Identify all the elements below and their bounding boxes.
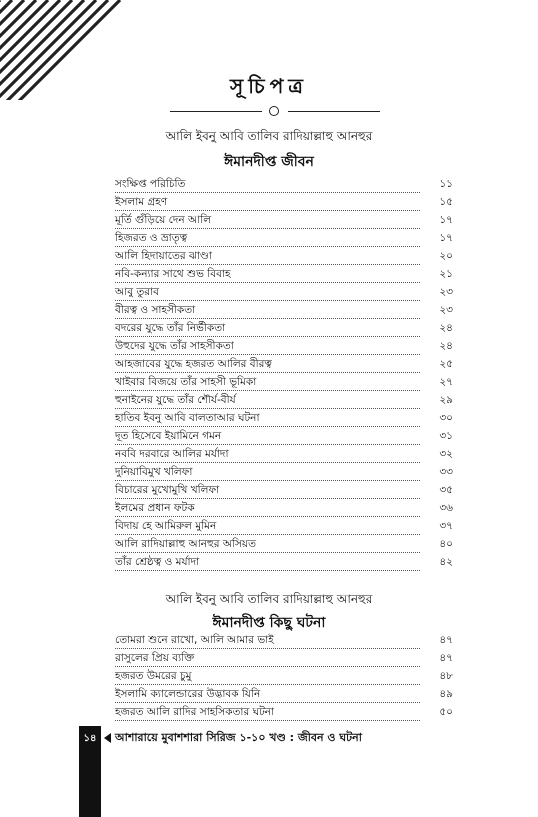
toc-entry-page-number: ২১ (439, 268, 453, 280)
toc-entry (115, 337, 453, 355)
footer-page-number: ১৪ (83, 733, 97, 744)
toc-entry-page-number: ২৪ (439, 322, 453, 334)
toc-entry-label: বদরের যুদ্ধে তাঁর নির্ভীকতা (115, 322, 226, 334)
toc-entry-page-number: ২৫ (439, 358, 453, 370)
toc-entry-page-number: ২৩ (439, 286, 453, 298)
section1-toc-list (115, 175, 453, 571)
toc-entry-label: নবি-কন্যার সাথে শুভ বিবাহ (115, 268, 231, 280)
toc-entry (115, 685, 453, 703)
toc-entry (115, 631, 453, 649)
toc-entry-label: দূত হিসেবে ইয়ামিনে গমন (115, 430, 222, 442)
section2-toc-list (115, 631, 453, 721)
toc-entry-page-number: ১৭ (439, 214, 453, 226)
toc-entry (115, 499, 453, 517)
toc-entry (115, 667, 453, 685)
toc-entry-label: হজরত উমরের চুমু (115, 670, 192, 682)
toc-entry-page-number: ১৭ (439, 232, 453, 244)
toc-entry (115, 481, 453, 499)
arrow-left-icon (104, 733, 111, 743)
toc-entry (115, 517, 453, 535)
toc-entry (115, 355, 453, 373)
page-title: সূচিপত্র (230, 74, 308, 98)
toc-entry-label: হুনাইনের যুদ্ধে তাঁর শৌর্য-বীর্য (115, 394, 236, 406)
toc-entry-page-number: ৩০ (439, 412, 453, 424)
section2-heading: ঈমানদীপ্ত কিছু ঘটনা (212, 615, 326, 631)
toc-entry-label: নববি দরবারে আলির মর্যাদা (115, 448, 229, 460)
toc-entry (115, 301, 453, 319)
toc-entry-label: হাতিব ইবনু আবি বালতাআর ঘটনা (115, 412, 260, 424)
toc-entry-page-number: ৩২ (439, 448, 453, 460)
toc-entry-page-number: ৪০ (439, 538, 453, 550)
toc-entry-label: দুনিয়াবিমুখ খলিফা (115, 466, 193, 478)
toc-entry (115, 649, 453, 667)
toc-entry-label: রাসুলের প্রিয় ব্যক্তি (115, 652, 195, 664)
toc-entry (115, 391, 453, 409)
toc-entry-page-number: ৩৫ (439, 484, 453, 496)
toc-entry-page-number: ১৫ (439, 196, 453, 208)
toc-entry-label: আলি হিদায়াতের ঝাণ্ডা (115, 250, 212, 262)
toc-entry-label: তোমরা শুনে রাখো, আলি আমার ভাই (115, 634, 274, 646)
toc-entry-label: ইসলামি ক্যালেন্ডারের উদ্ভাবক যিনি (115, 688, 261, 700)
toc-entry-label: সংক্ষিপ্ত পরিচিতি (115, 178, 186, 190)
toc-entry-page-number: ২৭ (439, 376, 453, 388)
toc-entry-page-number: ৪৯ (439, 688, 453, 700)
toc-entry-page-number: ২৩ (439, 304, 453, 316)
toc-entry-page-number: ৫০ (439, 706, 453, 718)
footer-series-text: আশারায়ে মুবাশশারা সিরিজ ১-১০ খণ্ড : জীবন ও ঘটনা (115, 731, 362, 744)
title-divider-ornament (170, 105, 380, 119)
toc-entry (115, 463, 453, 481)
toc-entry-page-number: ৩৭ (439, 520, 453, 532)
toc-entry-page-number: ৪৭ (439, 634, 453, 646)
toc-entry-label: হিজরত ও ভ্রাতৃত্ব (115, 232, 188, 244)
toc-entry-label: মূর্তি গুঁড়িয়ে দেন আলি (115, 214, 212, 226)
toc-entry-page-number: ৩৬ (439, 502, 453, 514)
toc-entry (115, 175, 453, 193)
toc-entry-label: আলি রাদিয়াল্লাহু আনহুর অসিয়ত (115, 538, 256, 550)
toc-entry (115, 373, 453, 391)
toc-entry-page-number: ১১ (439, 178, 453, 190)
toc-entry-label: খাইবার বিজয়ে তাঁর সাহসী ভূমিকা (115, 376, 257, 388)
toc-entry-page-number: ৪২ (439, 556, 453, 568)
toc-entry (115, 211, 453, 229)
toc-entry (115, 535, 453, 553)
toc-entry-label: ইসলাম গ্রহণ (115, 196, 168, 208)
toc-entry (115, 409, 453, 427)
toc-entry-label: তাঁর শ্রেষ্ঠত্ব ও মর্যাদা (115, 556, 200, 568)
toc-entry (115, 229, 453, 247)
section1-subtitle: আলি ইবনু আবি তালিব রাদিয়াল্লাহু আনহুর (165, 129, 373, 143)
toc-entry-label: বিচারের মুখোমুখি খলিফা (115, 484, 220, 496)
toc-entry-label: হজরত আলি রাদির সাহসিকতার ঘটনা (115, 706, 275, 718)
toc-entry-label: বীরত্ব ও সাহসীকতা (115, 304, 196, 316)
toc-entry-label: উহুদের যুদ্ধে তাঁর সাহসীকতা (115, 340, 234, 352)
toc-entry-label: আবু তুরাব (115, 286, 159, 298)
toc-entry-page-number: ৩১ (439, 430, 453, 442)
toc-entry (115, 553, 453, 571)
toc-entry (115, 319, 453, 337)
toc-entry-page-number: ৩৩ (439, 466, 453, 478)
toc-entry (115, 283, 453, 301)
toc-entry (115, 193, 453, 211)
toc-entry (115, 445, 453, 463)
toc-entry-label: ইলমের প্রধান ফটক (115, 502, 195, 514)
toc-entry-page-number: ২৯ (439, 394, 453, 406)
toc-entry-page-number: ৪৮ (439, 670, 453, 682)
toc-entry (115, 427, 453, 445)
toc-entry-page-number: ২০ (439, 250, 453, 262)
section1-heading: ঈমানদীপ্ত জীবন (224, 154, 314, 170)
toc-entry (115, 265, 453, 283)
toc-entry (115, 247, 453, 265)
toc-entry-page-number: ৪৭ (439, 652, 453, 664)
section2-subtitle: আলি ইবনু আবি তালিব রাদিয়াল্লাহু আনহুর (165, 592, 373, 606)
toc-entry-label: আহজাবের যুদ্ধে হজরত আলির বীরত্ব (115, 358, 272, 370)
toc-entry-label: বিদায় হে আমিরুল মুমিন (115, 520, 217, 532)
toc-entry-page-number: ২৪ (439, 340, 453, 352)
toc-entry (115, 703, 453, 721)
